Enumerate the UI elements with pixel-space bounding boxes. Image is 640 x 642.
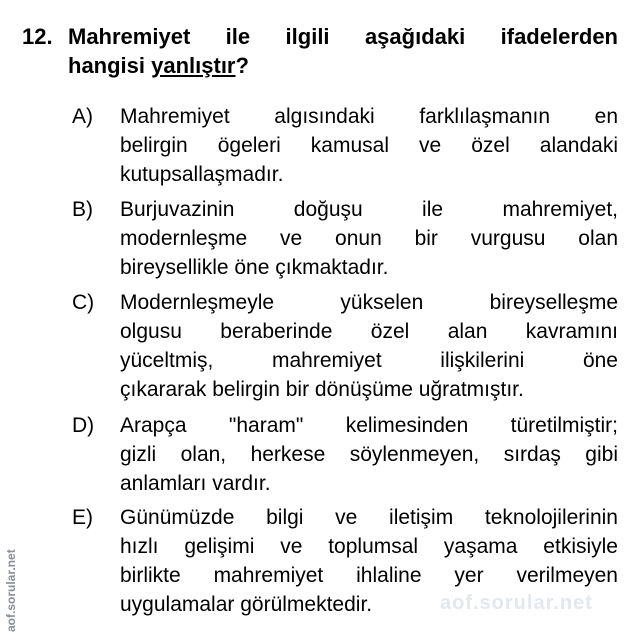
option-line: modernleşme ve onun bir vurgusu olan (120, 227, 618, 250)
option-text (120, 503, 618, 619)
option-text (120, 102, 618, 189)
option-letter: C) (72, 291, 95, 314)
option-line: bireysellikle öne çıkmaktadır. (120, 256, 389, 279)
option-line: Günümüzde bilgi ve iletişim teknolojilerinin (120, 506, 618, 529)
question-text-part: hangisi (68, 53, 152, 78)
underlined-word: yanlıştır (151, 53, 236, 78)
option-line: gizli olan, herkese söylenmeyen, sırdaş gibi (120, 443, 618, 466)
option-line: Burjuvazinin doğuşu ile mahremiyet, (120, 198, 618, 221)
option-letter: A) (72, 105, 93, 128)
question-line: Mahremiyet ile ilgili aşağıdaki ifadelerden (68, 24, 618, 49)
option-line: birlikte mahremiyet ihlaline yer verilmeyen (120, 564, 618, 587)
option-line: kutupsallaşmadır. (120, 163, 284, 186)
option-line: yüceltmiş, mahremiyet ilişkilerini öne (120, 349, 618, 372)
option-line: çıkararak belirgin bir dönüşüme uğratmıştır. (120, 378, 524, 401)
option-line: belirgin ögeleri kamusal ve özel alandaki (120, 134, 618, 157)
option-letter: B) (72, 198, 93, 221)
side-label: aof.sorular.net (4, 549, 18, 632)
watermark: aof.sorular.net (440, 592, 593, 614)
option-text (120, 411, 618, 498)
option-line: anlamları vardır. (120, 472, 271, 495)
question-number: 12. (22, 24, 53, 49)
option-line: uygulamalar görülmektedir. (120, 593, 373, 616)
question-text-part: ? (235, 53, 249, 78)
option-line: Arapça "haram" kelimesinden türetilmiştir; (120, 414, 618, 437)
option-text (120, 288, 618, 404)
question-line (68, 51, 618, 80)
question-text (68, 22, 618, 80)
option-letter: E) (72, 506, 93, 529)
option-text (120, 195, 618, 282)
option-line: olgusu beraberinde özel alan kavramını (120, 320, 618, 343)
option-line: Mahremiyet algısındaki farklılaşmanın en (120, 105, 618, 128)
option-line: Modernleşmeyle yükselen bireyselleşme (120, 291, 618, 314)
option-letter: D) (72, 414, 95, 437)
option-line: hızlı gelişimi ve toplumsal yaşama etkisiyle (120, 535, 618, 558)
